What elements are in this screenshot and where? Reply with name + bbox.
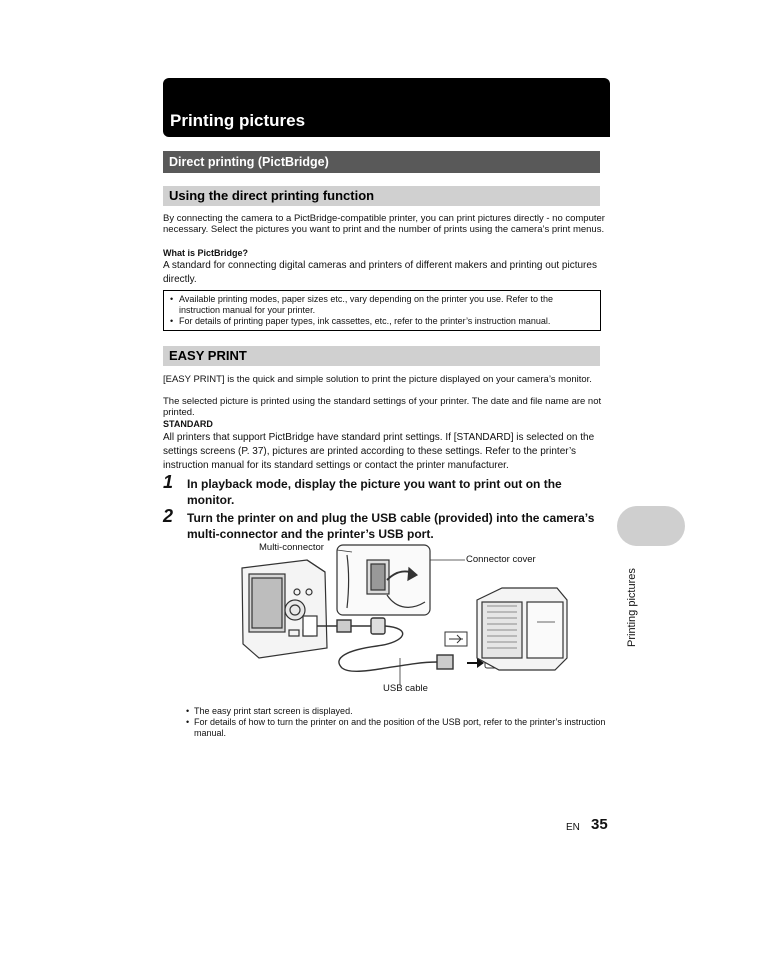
title-bar [163, 78, 610, 137]
note-box [163, 290, 601, 331]
section-heading-easy-print: EASY PRINT [163, 346, 600, 366]
label-usb-cable: USB cable [383, 683, 428, 694]
step-text: Turn the printer on and plug the USB cable (provided) into the camera’s multi-connector and the printer’s USB port. [187, 511, 595, 541]
printer-icon [477, 588, 567, 670]
chapter-side-label: Printing pictures [626, 568, 638, 647]
result-notes [186, 706, 611, 739]
note-item: • Available printing modes, paper sizes etc., vary depending on the printer you use. Refer to the instruction manual for your printer. [170, 294, 554, 315]
page-number: 35 [591, 816, 608, 833]
footer-language: EN [566, 822, 580, 833]
usb-connection-illustration [237, 540, 572, 700]
note-item: • For details of printing paper types, ink cassettes, etc., refer to the printer’s instruction manual. [170, 316, 551, 326]
step-1 [163, 472, 608, 508]
section-heading-direct-printing: Direct printing (PictBridge) [163, 151, 600, 173]
easy-print-paragraph-1: [EASY PRINT] is the quick and simple solution to print the picture displayed on your camera’s monitor. [163, 374, 592, 385]
note-item: • For details of how to turn the printer on and the position of the USB port, refer to the printer’s instruction manual. [186, 717, 606, 738]
label-multi-connector: Multi-connector [259, 542, 324, 553]
connector-zoom-inset [337, 545, 430, 615]
step-2 [163, 506, 608, 542]
page-title: Printing pictures [170, 111, 306, 130]
step-number: 2 [163, 506, 174, 526]
step-number: 1 [163, 472, 174, 492]
usb-symbol-icon [445, 632, 467, 646]
what-is-pictbridge-text: A standard for connecting digital cameras and printers of different makers and printing out pictures directly. [163, 260, 597, 285]
intro-paragraph: By connecting the camera to a PictBridge-compatible printer, you can print pictures directly - no computer necessary. Select the pictures you want to print and the number of prints using the camera’s print menus. [163, 213, 605, 235]
standard-label: STANDARD [163, 419, 213, 429]
what-is-pictbridge-label: What is PictBridge? [163, 248, 249, 258]
standard-text: All printers that support PictBridge have standard print settings. If [STANDARD] is selected on the settings screens (P. 37), pictures are printed according to these settings. Refer to the printer’s instruction manual for its standard settings or contact the printer manufacturer. [163, 432, 595, 471]
section-heading-using: Using the direct printing function [163, 186, 600, 206]
chapter-tab [617, 506, 685, 546]
camera-icon [242, 560, 327, 658]
label-connector-cover: Connector cover [466, 554, 536, 565]
note-item: • The easy print start screen is displayed. [186, 706, 353, 716]
easy-print-paragraph-2: The selected picture is printed using the standard settings of your printer. The date and file name are not printed. [163, 396, 602, 418]
usb-cable-icon [317, 618, 453, 685]
step-text: In playback mode, display the picture you want to print out on the monitor. [187, 477, 562, 507]
